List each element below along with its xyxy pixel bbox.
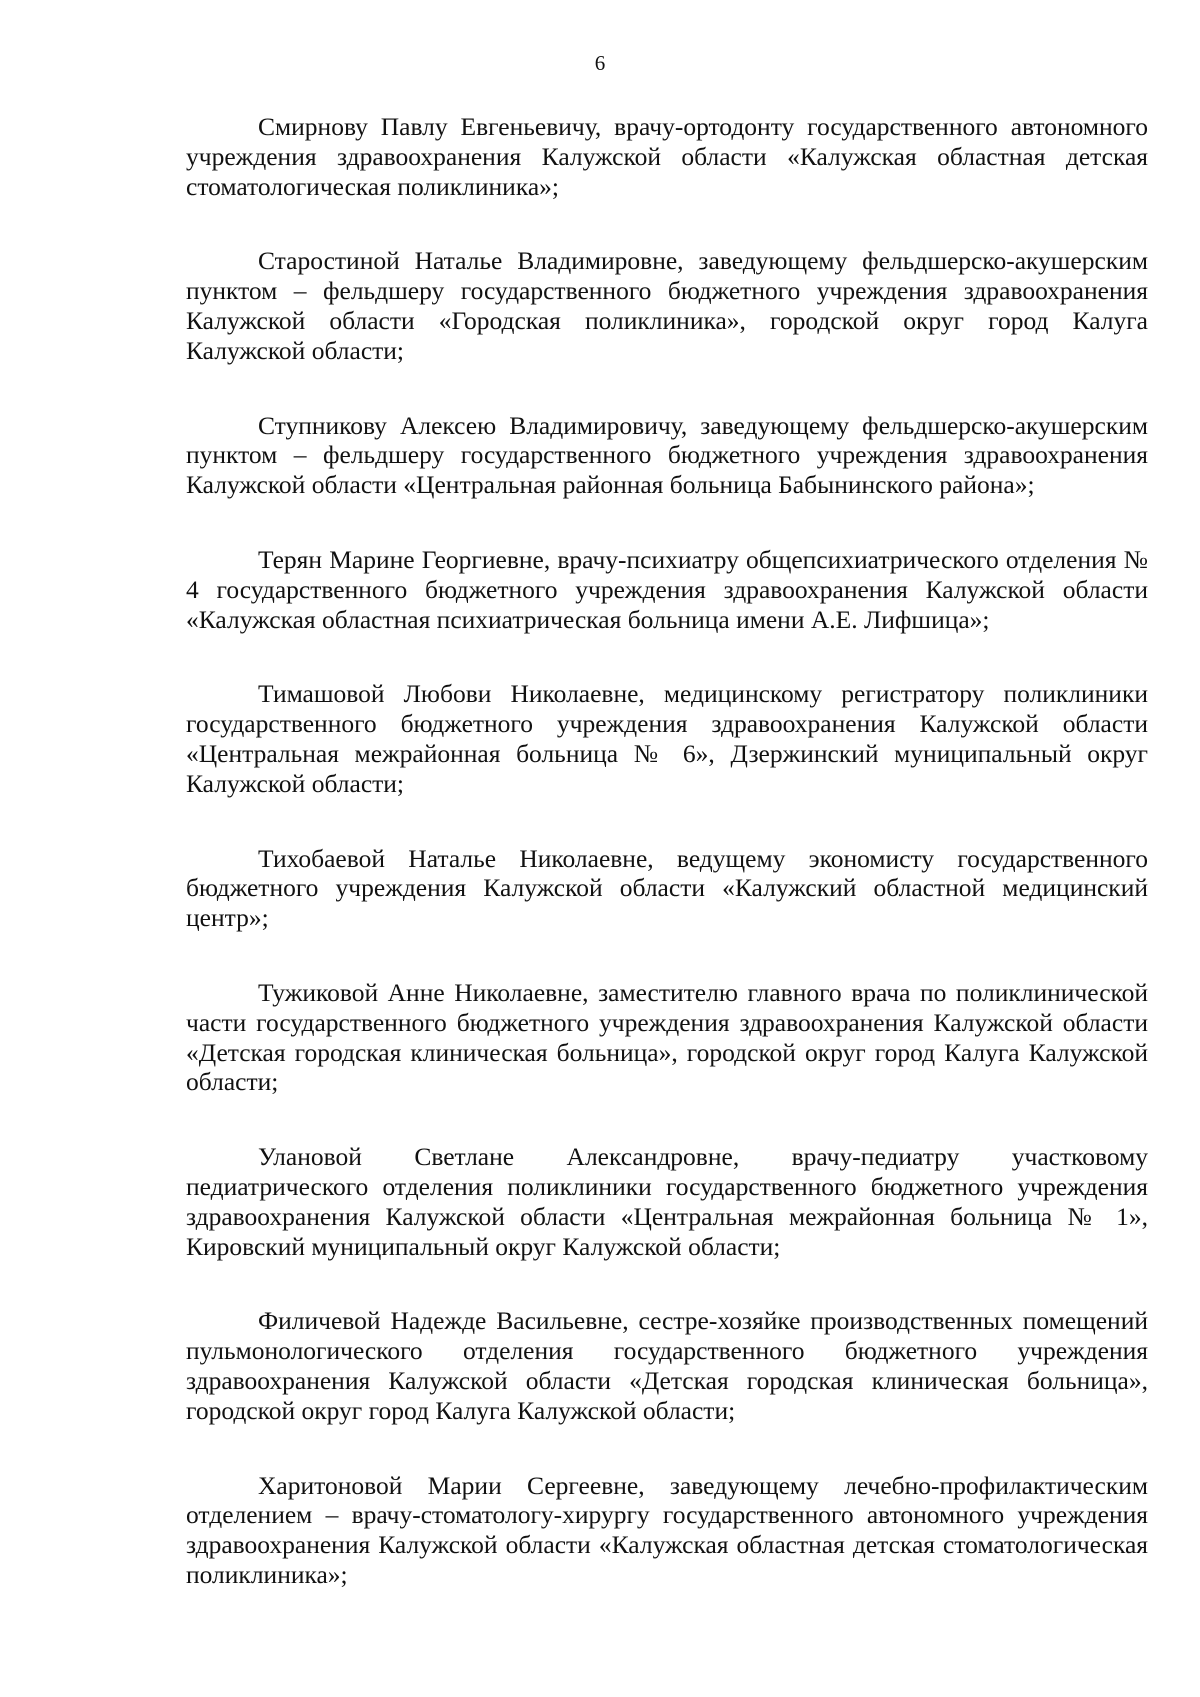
list-item: Тужиковой Анне Николаевне, заместителю главного врача по поликлинической части государственного бюджетного учреждения здравоохранения Калужской области «Детская городская клиническая больница», городской округ город Калуга Калужской области;: [186, 977, 1148, 1097]
list-item: Харитоновой Марии Сергеевне, заведующему лечебно-профилактическим отделением – врачу-стоматологу-хирургу государственного автономного учреждения здравоохранения Калужской области «Калужская областная детская стоматологическая поликлиника»;: [186, 1470, 1148, 1589]
list-item: Старостиной Наталье Владимировне, заведующему фельдшерско-акушерским пунктом – фельдшеру государственного бюджетного учреждения здравоохранения Калужской области «Городская поликлиника», городской округ город Калуга Калужской области;: [186, 246, 1148, 365]
list-item: Тихобаевой Наталье Николаевне, ведущему экономисту государственного бюджетного учреждения Калужской области «Калужский областной медицинский центр»;: [186, 843, 1148, 933]
entry-list: [186, 112, 1148, 1590]
list-item: Ступникову Алексею Владимировичу, заведующему фельдшерско-акушерским пунктом – фельдшеру государственного бюджетного учреждения здравоохранения Калужской области «Центральная районная больница Бабынинского района»;: [186, 410, 1148, 500]
list-item: Филичевой Надежде Васильевне, сестре-хозяйке производственных помещений пульмонологического отделения государственного бюджетного учреждения здравоохранения Калужской области «Детская городская клиническая больница», городской округ город Калуга Калужской области;: [186, 1306, 1148, 1425]
list-item: Смирнову Павлу Евгеньевичу, врачу-ортодонту государственного автономного учреждения здравоохранения Калужской области «Калужская областная детская стоматологическая поликлиника»;: [186, 112, 1148, 201]
list-item: Терян Марине Георгиевне, врачу-психиатру общепсихиатрического отделения № 4 государственного бюджетного учреждения здравоохранения Калужской области «Калужская областная психиатрическая больница имени А.Е. Лифшица»;: [186, 544, 1148, 634]
list-item: Улановой Светлане Александровне, врачу-педиатру участковому педиатрического отделения поликлиники государственного бюджетного учреждения здравоохранения Калужской области «Центральная межрайонная больница № 1», Кировский муниципальный округ Калужской области;: [186, 1142, 1148, 1261]
list-item: Тимашовой Любови Николаевне, медицинскому регистратору поликлиники государственного бюджетного учреждения здравоохранения Калужской области «Центральная межрайонная больница № 6», Дзержинский муниципальный округ Калужской области;: [186, 679, 1148, 798]
page-number: 6: [594, 51, 606, 75]
